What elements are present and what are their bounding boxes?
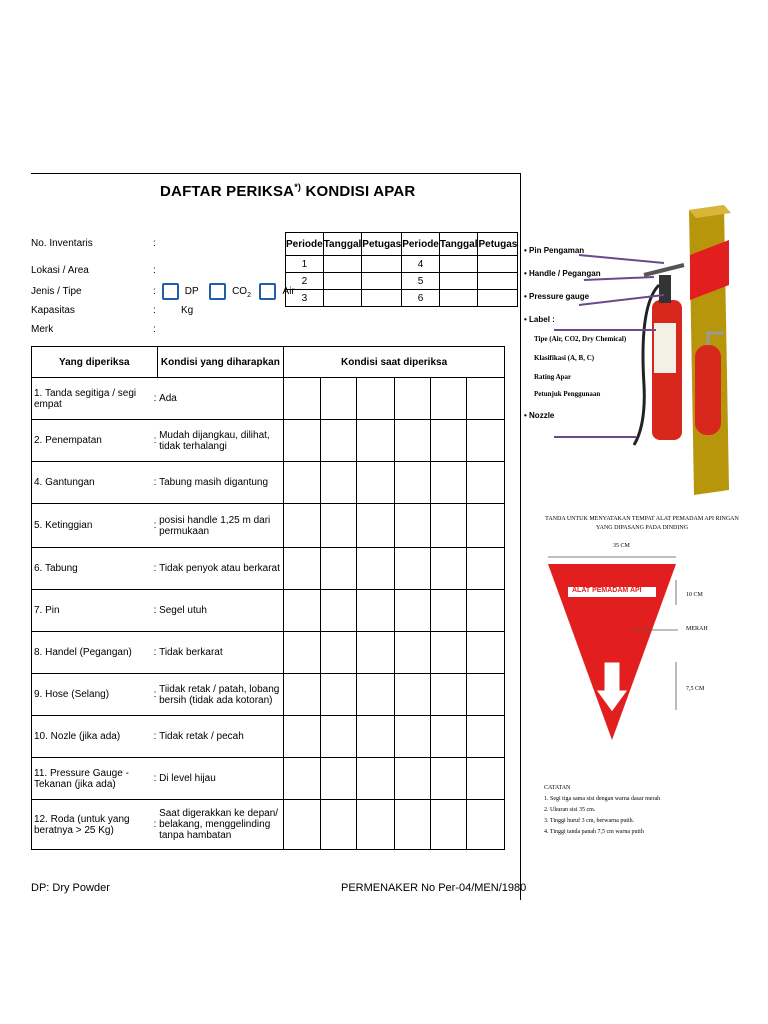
table-row	[32, 548, 505, 590]
expected-condition-cell: Mudah dijangkau, dilihat, tidak terhalangi	[157, 420, 284, 462]
label-kg: Kg	[181, 305, 194, 316]
item-cell: 6. Tabung	[32, 548, 154, 590]
inspection-cell[interactable]	[467, 590, 505, 632]
header-tanggal: Tanggal	[439, 233, 478, 256]
petugas-cell[interactable]	[362, 273, 402, 290]
colon: :	[153, 758, 157, 800]
inspection-cell[interactable]	[394, 462, 430, 504]
inspection-cell[interactable]	[467, 420, 505, 462]
colon: :	[153, 632, 157, 674]
inspection-cell[interactable]	[431, 504, 467, 548]
footer-regulation: PERMENAKER No Per-04/MEN/1980	[341, 882, 527, 894]
periode-cell: 3	[286, 290, 324, 307]
periode-cell: 6	[402, 290, 440, 307]
table-row	[32, 378, 505, 420]
tanggal-cell[interactable]	[439, 273, 478, 290]
note-item: 2. Ukuran sisi 35 cm.	[544, 807, 596, 813]
option-co2: $CO_2$	[232, 286, 251, 300]
header-tanggal: Tanggal	[323, 233, 362, 256]
header-petugas: Petugas	[362, 233, 402, 256]
inspection-cell[interactable]	[357, 420, 394, 462]
checkbox-air[interactable]	[259, 283, 276, 300]
inspection-cell[interactable]	[320, 800, 356, 850]
inspection-cell[interactable]	[467, 462, 505, 504]
inspection-cell[interactable]	[357, 800, 394, 850]
inspection-cell[interactable]	[467, 378, 505, 420]
table-row	[32, 716, 505, 758]
expected-condition-cell: Ada	[157, 378, 284, 420]
inspection-cell[interactable]	[431, 548, 467, 590]
inspection-cell[interactable]	[320, 716, 356, 758]
header-yang-diperiksa: Yang diperiksa	[32, 347, 158, 378]
periode-cell: 1	[286, 256, 324, 273]
label-handle: • Handle / Pegangan	[524, 269, 601, 278]
option-dp: DP	[184, 286, 199, 298]
inspection-cell[interactable]	[431, 758, 467, 800]
inspection-cell[interactable]	[467, 800, 505, 850]
sign-text: ALAT PEMADAM API	[572, 587, 642, 594]
checkbox-co2[interactable]	[209, 283, 226, 300]
table-row	[32, 800, 505, 850]
inspection-cell[interactable]	[357, 632, 394, 674]
colon: :	[153, 420, 157, 462]
inspection-cell[interactable]	[394, 420, 430, 462]
extinguisher-labels	[524, 245, 626, 422]
note-item: 1. Segi tiga sama sisi dengan warna dasar merah	[544, 796, 661, 802]
sign-notes	[544, 783, 660, 838]
colon: :	[153, 716, 157, 758]
colon: :	[153, 305, 156, 316]
colon: :	[153, 504, 157, 548]
expected-condition-cell: Di level hijau	[157, 758, 284, 800]
colon: :	[153, 324, 156, 335]
inspection-cell[interactable]	[431, 420, 467, 462]
inspection-cell[interactable]	[467, 548, 505, 590]
inspection-cell[interactable]	[467, 504, 505, 548]
inspection-cell[interactable]	[320, 632, 356, 674]
tanggal-cell[interactable]	[323, 256, 362, 273]
table-row	[32, 504, 505, 548]
inspection-cell[interactable]	[394, 758, 430, 800]
footer-note: DP: Dry Powder	[31, 882, 110, 894]
expected-condition-cell: Segel utuh	[157, 590, 284, 632]
inspection-cell[interactable]	[284, 548, 320, 590]
inspection-cell[interactable]	[284, 716, 320, 758]
checklist-body	[32, 378, 505, 850]
inspection-cell[interactable]	[284, 632, 320, 674]
periode-cell: 4	[402, 256, 440, 273]
extinguisher-diagram	[524, 205, 739, 495]
sublabel-klasifikasi: Klasifikasi (A, B, C)	[534, 354, 595, 362]
table-row	[32, 462, 505, 504]
inspection-cell[interactable]	[357, 462, 394, 504]
inspection-cell[interactable]	[357, 548, 394, 590]
table-row	[32, 674, 505, 716]
inspection-cell[interactable]	[320, 504, 356, 548]
petugas-cell[interactable]	[362, 256, 402, 273]
note-item: 4. Tinggi tanda panah 7,5 cm warna putih	[544, 829, 644, 835]
item-cell: 12. Roda (untuk yang beratnya > 25 Kg)	[32, 800, 154, 850]
header-periode: Periode	[402, 233, 440, 256]
table-row	[32, 632, 505, 674]
item-cell: 2. Penempatan	[32, 420, 154, 462]
inspection-cell[interactable]	[357, 378, 394, 420]
tanggal-cell[interactable]	[439, 256, 478, 273]
sign-side-dim: 10 CM	[686, 592, 703, 598]
inspection-cell[interactable]	[431, 674, 467, 716]
inspection-cell[interactable]	[394, 800, 430, 850]
extinguisher-valve	[659, 275, 671, 303]
inspection-cell[interactable]	[284, 378, 320, 420]
tanggal-cell[interactable]	[439, 290, 478, 307]
inspection-cell[interactable]	[284, 462, 320, 504]
colon: :	[153, 590, 157, 632]
sign-bottom-dim: 7,5 CM	[686, 686, 705, 692]
table-row	[32, 758, 505, 800]
extinguisher-label	[654, 323, 676, 373]
colon: :	[153, 378, 157, 420]
colon: :	[153, 286, 156, 297]
petugas-cell[interactable]	[478, 290, 518, 307]
inspection-cell[interactable]	[320, 548, 356, 590]
label-lokasi: Lokasi / Area	[31, 265, 89, 276]
periode-cell: 2	[286, 273, 324, 290]
inspection-cell[interactable]	[394, 632, 430, 674]
inspection-cell[interactable]	[320, 378, 356, 420]
petugas-cell[interactable]	[478, 256, 518, 273]
colon: :	[153, 800, 157, 850]
label-merk: Merk	[31, 324, 54, 335]
inspection-cell[interactable]	[284, 420, 320, 462]
checkbox-dp[interactable]	[162, 283, 179, 300]
inspection-cell[interactable]	[357, 758, 394, 800]
page-title: DAFTAR PERIKSA*) KONDISI APAR	[160, 182, 416, 200]
item-cell: 9. Hose (Selang)	[32, 674, 154, 716]
item-cell: 5. Ketinggian	[32, 504, 154, 548]
label-nozzle: • Nozzle	[524, 411, 555, 420]
inspection-cell[interactable]	[357, 504, 394, 548]
sign-diagram	[528, 515, 753, 845]
handle	[644, 265, 684, 275]
sign-triangle-illustration	[528, 550, 753, 780]
inspection-cell[interactable]	[467, 758, 505, 800]
inspection-cell[interactable]	[394, 504, 430, 548]
hanging-extinguisher	[695, 345, 721, 435]
inspection-cell[interactable]	[431, 800, 467, 850]
inspection-cell[interactable]	[284, 800, 320, 850]
note-item: 3. Tinggi huruf 3 cm, berwarna putih.	[544, 818, 635, 824]
colon: :	[153, 462, 157, 504]
table-row	[32, 420, 505, 462]
inspection-cell[interactable]	[357, 590, 394, 632]
colon: :	[153, 238, 156, 249]
inspection-cell[interactable]	[320, 758, 356, 800]
inspection-cell[interactable]	[394, 674, 430, 716]
label-no-inventaris: No. Inventaris	[31, 238, 93, 249]
periode-table	[282, 232, 518, 307]
label-gauge: • Pressure gauge	[524, 292, 590, 301]
item-cell: 10. Nozle (jika ada)	[32, 716, 154, 758]
item-cell: 1. Tanda segitiga / segi empat	[32, 378, 154, 420]
petugas-cell[interactable]	[478, 273, 518, 290]
notes-heading: CATATAN	[544, 785, 571, 791]
tanggal-cell[interactable]	[323, 273, 362, 290]
inspection-cell[interactable]	[284, 758, 320, 800]
inspection-cell[interactable]	[284, 674, 320, 716]
label-jenis: Jenis / Tipe	[31, 286, 82, 297]
checklist-table	[31, 346, 505, 850]
tanggal-cell[interactable]	[323, 290, 362, 307]
inspection-cell[interactable]	[284, 590, 320, 632]
label-kapasitas: Kapasitas	[31, 305, 75, 316]
header-periode: Periode	[286, 233, 324, 256]
sign-heading: TANDA UNTUK MENYATAKAN TEMPAT ALAT PEMADAM API RINGAN YANG DIPASANG PADA DINDING	[545, 516, 739, 531]
sublabel-rating: Rating Apar	[534, 373, 572, 381]
sublabel-petunjuk: Petunjuk Penggunaan	[534, 390, 601, 398]
inspection-cell[interactable]	[394, 378, 430, 420]
item-cell: 11. Pressure Gauge - Tekanan (jika ada)	[32, 758, 154, 800]
colon: :	[153, 674, 157, 716]
expected-condition-cell: Saat digerakkan ke depan/ belakang, menggelinding tanpa hambatan	[157, 800, 284, 850]
inspection-cell[interactable]	[357, 674, 394, 716]
inspection-cell[interactable]	[467, 716, 505, 758]
item-cell: 7. Pin	[32, 590, 154, 632]
inspection-cell[interactable]	[431, 462, 467, 504]
expected-condition-cell: posisi handle 1,25 m dari permukaan	[157, 504, 284, 548]
label-pin: • Pin Pengaman	[524, 246, 585, 255]
inspection-cell[interactable]	[431, 590, 467, 632]
inspection-cell[interactable]	[467, 632, 505, 674]
option-air: Air	[282, 286, 295, 298]
inspection-cell[interactable]	[357, 716, 394, 758]
inspection-cell[interactable]	[320, 590, 356, 632]
inspection-cell[interactable]	[467, 674, 505, 716]
inspection-cell[interactable]	[394, 590, 430, 632]
expected-condition-cell: Tabung masih digantung	[157, 462, 284, 504]
inspection-cell[interactable]	[431, 378, 467, 420]
petugas-cell[interactable]	[362, 290, 402, 307]
header-kondisi-saat-diperiksa: Kondisi saat diperiksa	[284, 347, 505, 378]
inspection-cell[interactable]	[394, 716, 430, 758]
label-label: • Label :	[524, 315, 555, 324]
expected-condition-cell: Tidak retak / pecah	[157, 716, 284, 758]
expected-condition-cell: Tidak penyok atau berkarat	[157, 548, 284, 590]
inspection-cell[interactable]	[284, 504, 320, 548]
top-rule	[31, 173, 521, 174]
header-petugas: Petugas	[478, 233, 518, 256]
sign-merah-label: MERAH	[686, 626, 708, 632]
sublabel-tipe: Tipe (Air, CO2, Dry Chemical)	[534, 335, 627, 343]
colon: :	[153, 548, 157, 590]
table-row	[32, 590, 505, 632]
sign-width-label: 35 CM	[613, 543, 630, 549]
item-cell: 4. Gantungan	[32, 462, 154, 504]
jenis-options	[162, 283, 295, 300]
inspection-cell[interactable]	[394, 548, 430, 590]
header-kondisi-diharapkan: Kondisi yang diharapkan	[157, 347, 284, 378]
inspection-cell[interactable]	[320, 462, 356, 504]
item-cell: 8. Handel (Pegangan)	[32, 632, 154, 674]
expected-condition-cell: Tiidak retak / patah, lobang bersih (tidak ada kotoran)	[157, 674, 284, 716]
inspection-cell[interactable]	[431, 716, 467, 758]
right-rule	[520, 173, 521, 900]
expected-condition-cell: Tidak berkarat	[157, 632, 284, 674]
colon: :	[153, 265, 156, 276]
inspection-cell[interactable]	[320, 420, 356, 462]
periode-cell: 5	[402, 273, 440, 290]
inspection-cell[interactable]	[320, 674, 356, 716]
inspection-cell[interactable]	[431, 632, 467, 674]
